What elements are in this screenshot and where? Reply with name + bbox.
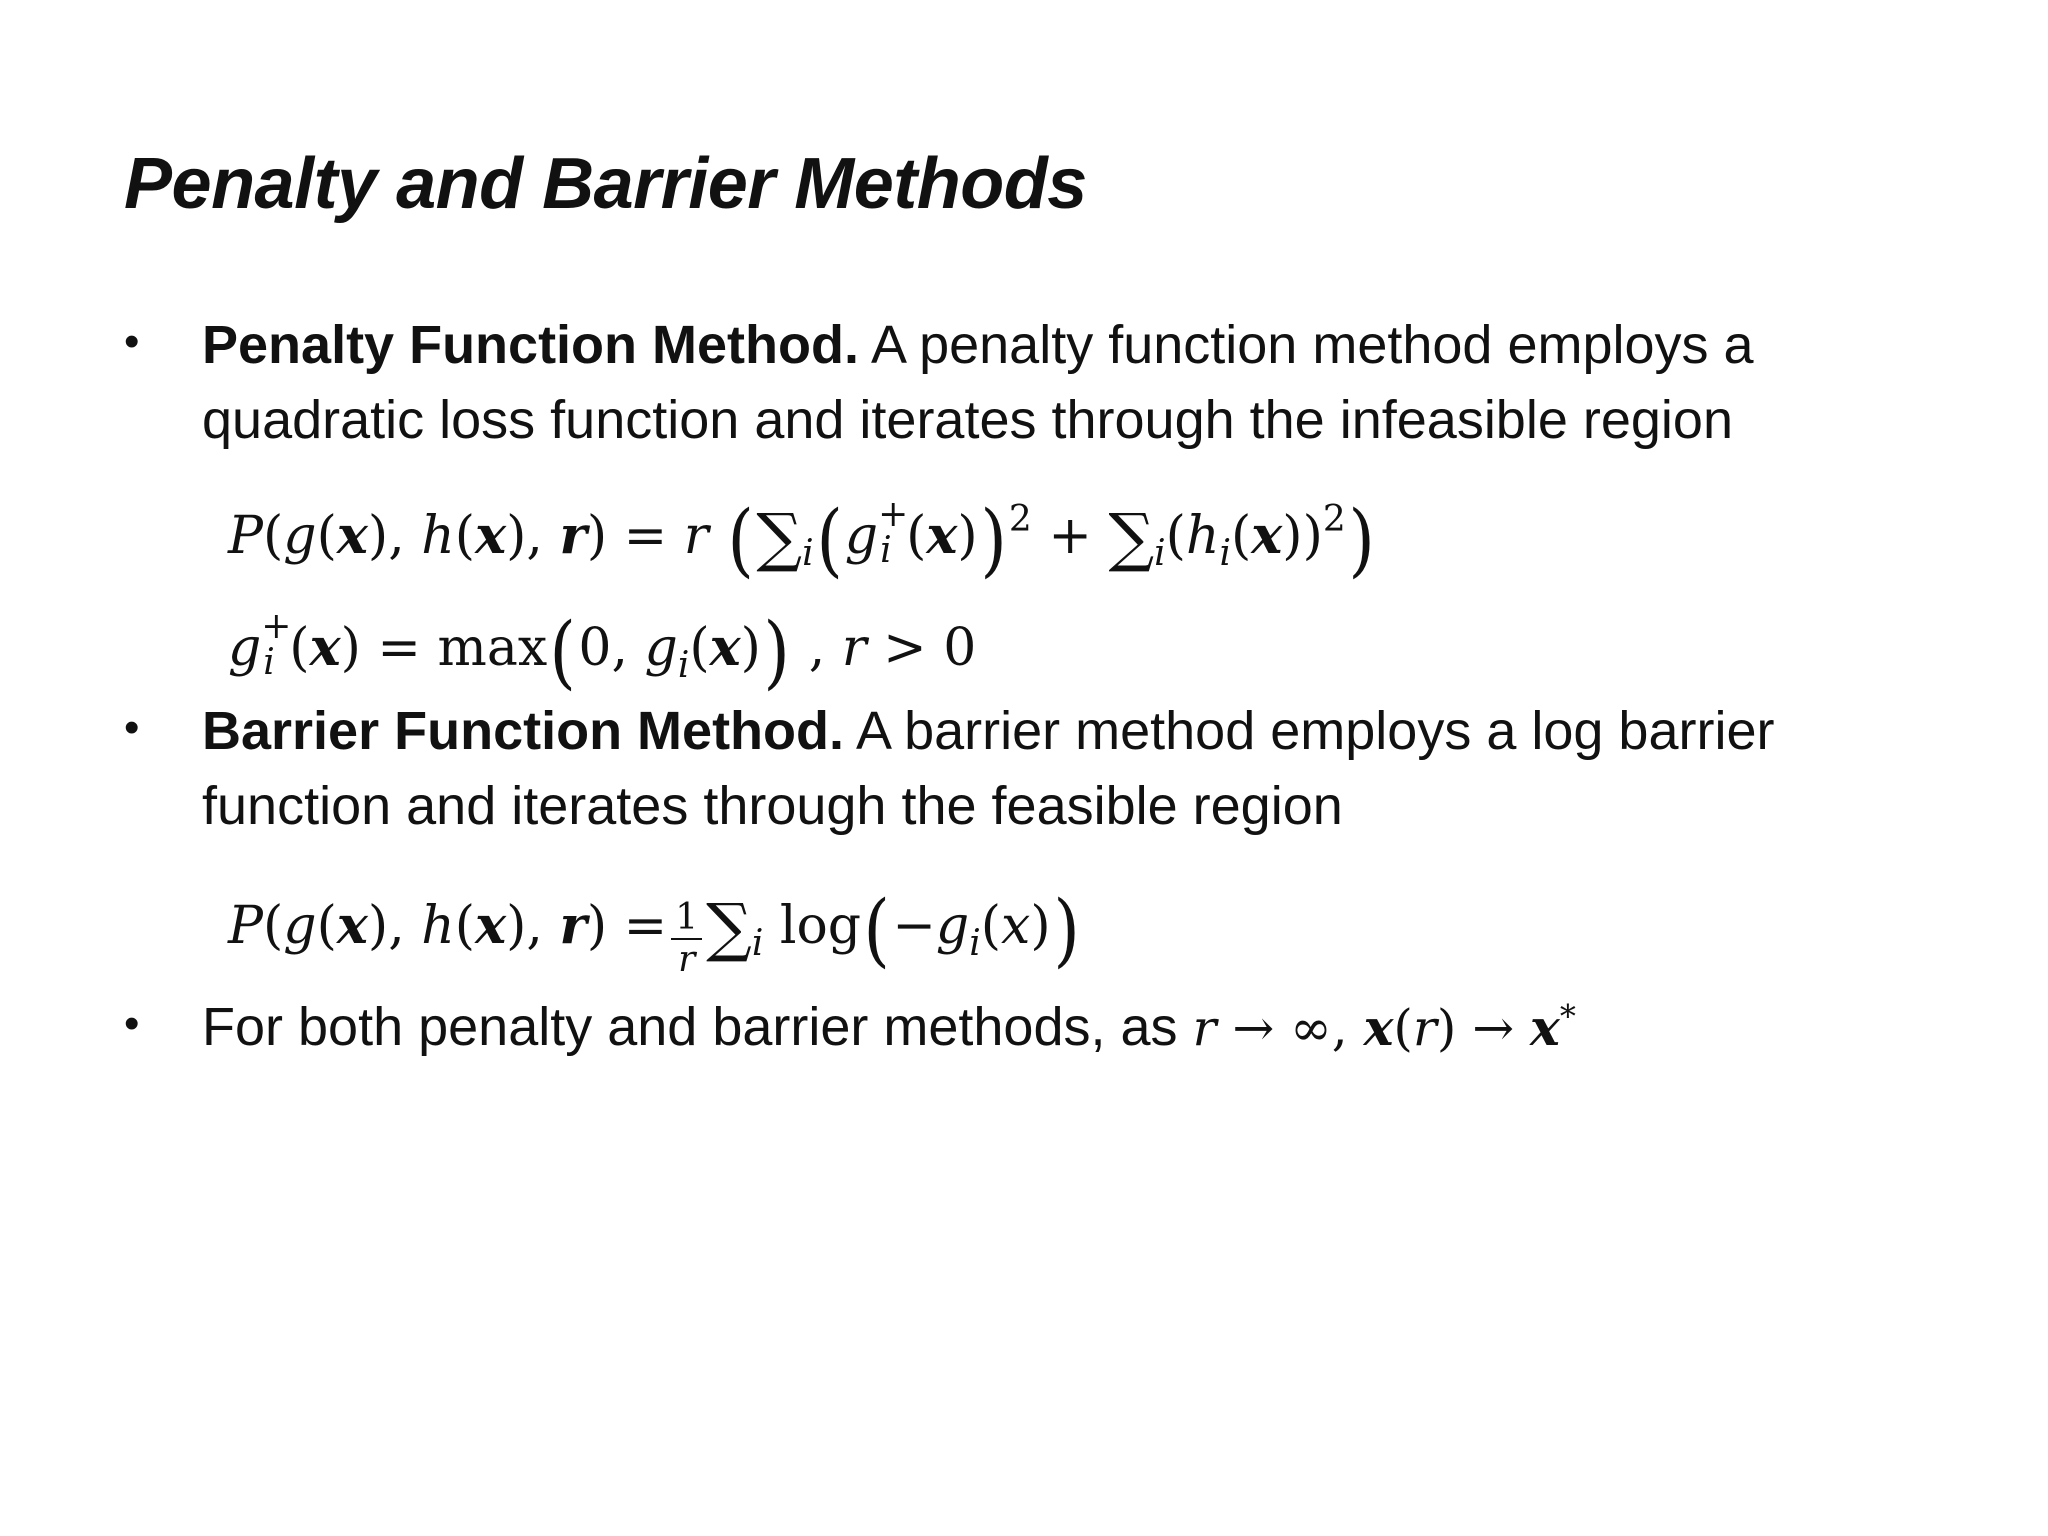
bullet-barrier-text: A barrier method employs a log barrier: [844, 701, 1775, 761]
bullet-marker: •: [124, 999, 140, 1048]
bullet-penalty-line2: quadratic loss function and iterates through the infeasible region: [202, 390, 1733, 450]
equation-penalty: P(g(x), h(x), r) = r ($\sum_i(g$ + i $(x))^2 + \sum_i(h_i(x))^2$): [228, 493, 1375, 586]
bullet-both-text: For both penalty and barrier methods, as: [202, 997, 1193, 1057]
bullet-barrier-heading: Barrier Function Method.: [202, 701, 845, 761]
slide-title: Penalty and Barrier Methods: [124, 144, 1087, 224]
bullet-barrier-line2: function and iterates through the feasible region: [202, 776, 1343, 836]
limit-expression: r → ∞, x(r) → x*: [1192, 997, 1576, 1057]
bullet-penalty-heading: Penalty Function Method.: [202, 315, 859, 375]
bullet-marker: •: [124, 703, 140, 752]
penalty-exponent: 2: [1008, 499, 1032, 540]
bullet-both-methods: [202, 997, 1576, 1057]
fraction-one-over-r: $\frac{1}{r}$: [671, 898, 702, 979]
bullet-marker: •: [124, 317, 140, 366]
bullet-barrier-line1: [202, 701, 1775, 761]
bullet-penalty-line1: [202, 315, 1754, 375]
bullet-penalty-text: A penalty function method employs a: [859, 315, 1754, 375]
equation-barrier: P(g(x), h(x), r) = $\frac{1}{r}$ $\sum_i$ $\log(-g_i(x))$: [228, 883, 1080, 980]
equation-g-plus: g + i (x) = max(0, $g_i(x)$) , r > 0: [228, 605, 977, 698]
